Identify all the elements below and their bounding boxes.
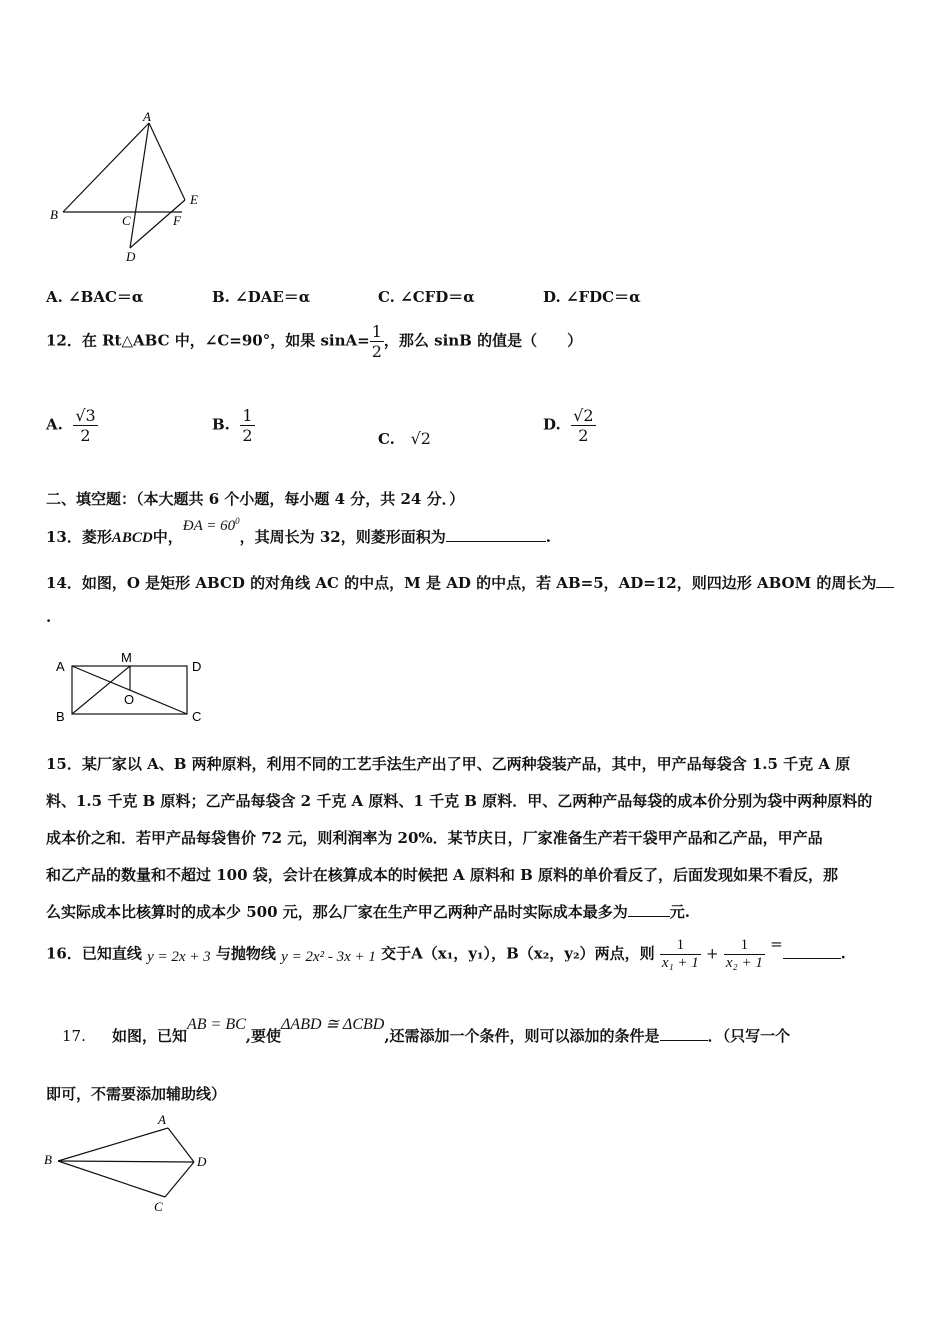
fig11-label-e: E bbox=[190, 192, 198, 207]
q15-line-1: 15．某厂家以 A、B 两种原料，利用不同的工艺手法生产出了甲、乙两种袋装产品，其中，甲产品每袋含 1.5 千克 A 原 bbox=[46, 755, 851, 773]
q12-option-d: D. $\frac{√2}{2}$ bbox=[543, 406, 594, 445]
fig17-label-d: D bbox=[197, 1154, 207, 1169]
fig11-label-c: C bbox=[122, 213, 131, 228]
q15-line-5: 么实际成本比核算时的成本少 500 元，那么厂家在生产甲乙两种产品时实际成本最多为 元. bbox=[46, 903, 690, 921]
q12-option-b: B. $\frac{1}{2}$ bbox=[212, 406, 253, 445]
fig11-label-a: A bbox=[143, 109, 151, 124]
q14-end: . bbox=[46, 608, 52, 626]
q17-stem: 17. 如图，已知AB = BC,要使ΔABD ≅ ΔCBD,还需添加一个条件，则可以添加的条件是 ．（只写一个 bbox=[62, 1016, 791, 1045]
q13-stem: 13．菱形ABCD中，ÐA = $60^0$，其周长为 32，则菱形面积为 . bbox=[46, 516, 551, 546]
q12-option-a: A. $\frac{√3}{2}$ bbox=[46, 406, 96, 445]
section-2-heading: 二、填空题：（本大题共 6 个小题，每小题 4 分，共 24 分．） bbox=[46, 490, 465, 508]
q15-line-3: 成本价之和．若甲产品每袋售价 72 元，则利润率为 20%．某节庆日，厂家准备生产若干袋甲产品和乙产品，甲产品 bbox=[46, 829, 823, 847]
q12-stem: 12．在 Rt△ABC 中，∠C=90°，如果 sinA= $\frac{1}{2}$ ，那么 sinB 的值是（ ） bbox=[46, 322, 583, 361]
fig11-label-d: D bbox=[126, 249, 136, 264]
fig17-label-b: B bbox=[44, 1152, 52, 1167]
q11-option-d: D. ∠FDC＝α bbox=[543, 288, 641, 306]
fig14-label-m: M bbox=[121, 650, 132, 665]
fig17-label-a: A bbox=[158, 1112, 166, 1127]
fig17-label-c: C bbox=[154, 1199, 163, 1214]
fig14-label-c: C bbox=[192, 709, 202, 724]
q17-line-2: 即可，不需要添加辅助线） bbox=[46, 1085, 227, 1103]
figure-q17 bbox=[40, 1108, 220, 1218]
fig14-label-d: D bbox=[192, 659, 202, 674]
fig11-label-b: B bbox=[50, 207, 58, 222]
fig14-label-o: O bbox=[124, 692, 135, 707]
q12-option-c: C. √2 bbox=[378, 429, 431, 448]
figure-q14 bbox=[50, 645, 220, 727]
fig11-label-f: F bbox=[173, 213, 181, 228]
figure-q11 bbox=[40, 105, 220, 270]
q11-option-b: B. ∠DAE＝α bbox=[212, 288, 311, 306]
q15-line-4: 和乙产品的数量和不超过 100 袋，会计在核算成本的时候把 A 原料和 B 原料的单价看反了，后面发现如果不看反，那 bbox=[46, 866, 838, 884]
q11-option-c: C. ∠CFD＝α bbox=[378, 288, 475, 306]
q16-stem: 16．已知直线 y = 2x + 3 与抛物线 y = 2x² - 3x + 1 交于A（x₁，y₁），B（x₂，y₂）两点，则 $\frac{1}{\text{x₁ + 1}}$ + $\frac{1}{\text{x₂ + 1}}$ =. bbox=[46, 934, 846, 971]
fig14-label-a: A bbox=[56, 659, 65, 674]
q11-option-a: A. ∠BAC＝α bbox=[46, 288, 144, 306]
q15-line-2: 料、1.5 千克 B 原料；乙产品每袋含 2 千克 A 原料、1 千克 B 原料．甲、乙两种产品每袋的成本价分别为袋中两种原料的 bbox=[46, 792, 873, 810]
fig14-label-b: B bbox=[56, 709, 65, 724]
q14-stem: 14．如图，O 是矩形 ABCD 的对角线 AC 的中点，M 是 AD 的中点，若 AB=5，AD=12，则四边形 ABOM 的周长为 bbox=[46, 572, 894, 593]
